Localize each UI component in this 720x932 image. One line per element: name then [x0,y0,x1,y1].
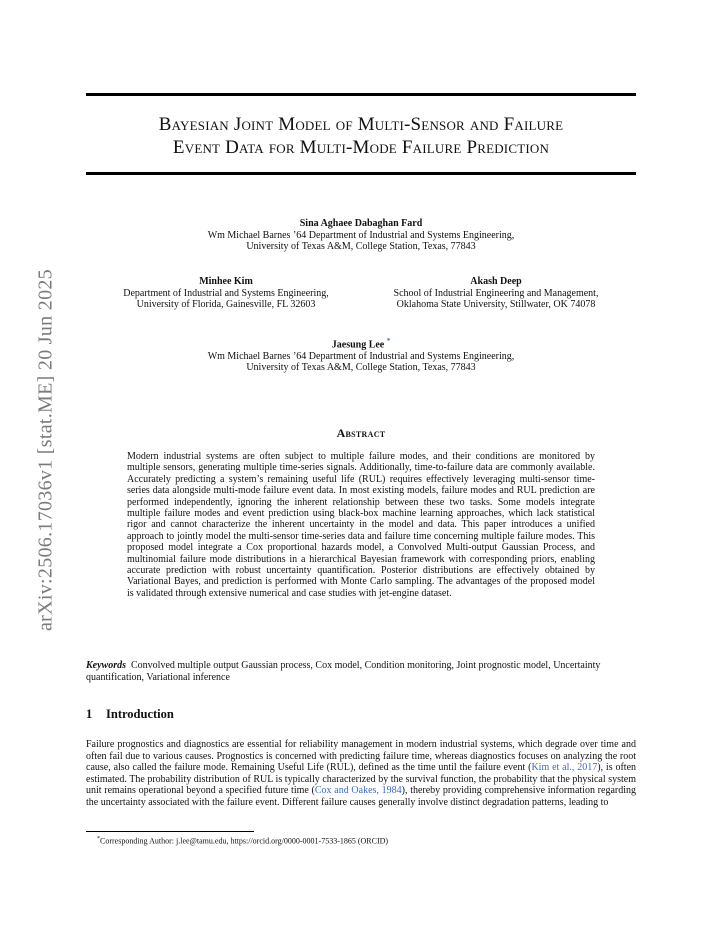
author-affiliation: Department of Industrial and Systems Engineering, [123,287,329,299]
author-affiliation: Wm Michael Barnes ’64 Department of Industrial and Systems Engineering, [207,350,515,362]
title-line-1: Bayesian Joint Model of Multi-Sensor and Failure [158,114,564,135]
author-block-3 [356,276,636,311]
citation-link[interactable]: Cox and Oakes, 1984 [314,785,402,796]
section-heading [86,707,174,722]
author-affiliation: University of Florida, Gainesville, FL 32603 [136,299,316,310]
section-number: 1 [86,707,93,721]
footnote [97,836,388,846]
keywords-text: Convolved multiple output Gaussian process, Cox model, Condition monitoring, Joint prognostic model, Uncertainty quantification, Variational inference [86,660,601,683]
title-top-rule [86,93,636,96]
author-block-2 [86,276,366,311]
keywords-label: Keywords [86,660,126,671]
author-name: Sina Aghaee Dabaghan Fard [299,218,423,229]
paper-title [86,113,636,159]
title-bottom-rule [86,172,636,175]
title-line-2: Event Data for Multi-Mode Failure Prediction [172,137,550,158]
keywords [86,660,638,684]
author-affiliation: University of Texas A&M, College Station, Texas, 77843 [246,241,476,252]
corresponding-author-link[interactable]: * [386,337,391,345]
section-title: Introduction [106,707,174,721]
author-name-line [86,336,636,351]
abstract-text: Modern industrial systems are often subject to multiple failure modes, and their conditions are monitored by multiple sensors, generating multiple time-series signals. Additionally, time-to-failure data are commonly available. Accurately predicting a system’s remaining useful life (RUL) requires effectively leveraging multi-sensor time-series data alongside multi-mode failure event data. In most existing models, failure modes and RUL prediction are performed independently, ignoring the inherent relationship between these two tasks. Some models integrate multiple failure modes and event prediction using black-box machine learning approaches, which lack statistical rigor and cannot characterize the inherent uncertainty in the model and data. This paper introduces a unified approach to jointly model the multi-sensor time-series data and failure time concerning multiple failure modes. This proposed model integrate a Cox proportional hazards model, a Convolved Multi-output Gaussian Process, and multinomial failure mode distributions in a hierarchical Bayesian framework with corresponding priors, enabling accurate prediction with robust uncertainty quantification. Posterior distributions are effectively obtained by Variational Bayes, and prediction is performed with Monte Carlo sampling. The advantages of the proposed model is validated through extensive numerical and case studies with jet-engine dataset. [127,451,595,599]
author-block-1 [86,218,636,253]
author-name: Akash Deep [470,276,522,287]
intro-text: Failure prognostics and diagnostics are essential for reliability management in modern industrial systems, which degrade over time and often fail due to various causes. Prognostics is concerned with predicting failure time, whereas diagnostics focuses on analyzing the root cause, also called the failure mode. Remaining Useful Life (RUL), defined as the time until the failure event ( [86,739,636,773]
author-affiliation: School of Industrial Engineering and Management, [393,287,599,299]
author-affiliation: University of Texas A&M, College Station, Texas, 77843 [246,362,476,374]
author-affiliation: Oklahoma State University, Stillwater, OK 74078 [396,299,596,310]
arxiv-stamp: arXiv:2506.17036v1 [stat.ME] 20 Jun 2025 [34,269,57,631]
intro-text: ), is often estimated. The probability distribution of RUL is typically characterized by the survival function, the probability that the physical system unit remains operational beyond a specified future time ( [86,762,637,796]
footnote-marker: * [97,836,100,842]
citation-link[interactable]: Kim et al., 2017 [531,762,598,773]
intro-paragraph [86,739,636,808]
intro-text: ), thereby providing comprehensive information regarding the uncertainty associated with the failure event. Different failure causes generally involve distinct degradation patterns, leading to [86,785,636,808]
footnote-text: Corresponding Author: j.lee@tamu.edu, https://orcid.org/0000-0001-7533-1865 (ORCID) [100,836,389,846]
author-name: Jaesung Lee [331,339,385,351]
footnote-rule [86,831,254,832]
author-name: Minhee Kim [199,276,253,287]
abstract-heading: Abstract [336,426,386,440]
author-affiliation: Wm Michael Barnes ’64 Department of Industrial and Systems Engineering, [207,229,515,241]
author-block-4 [86,336,636,374]
